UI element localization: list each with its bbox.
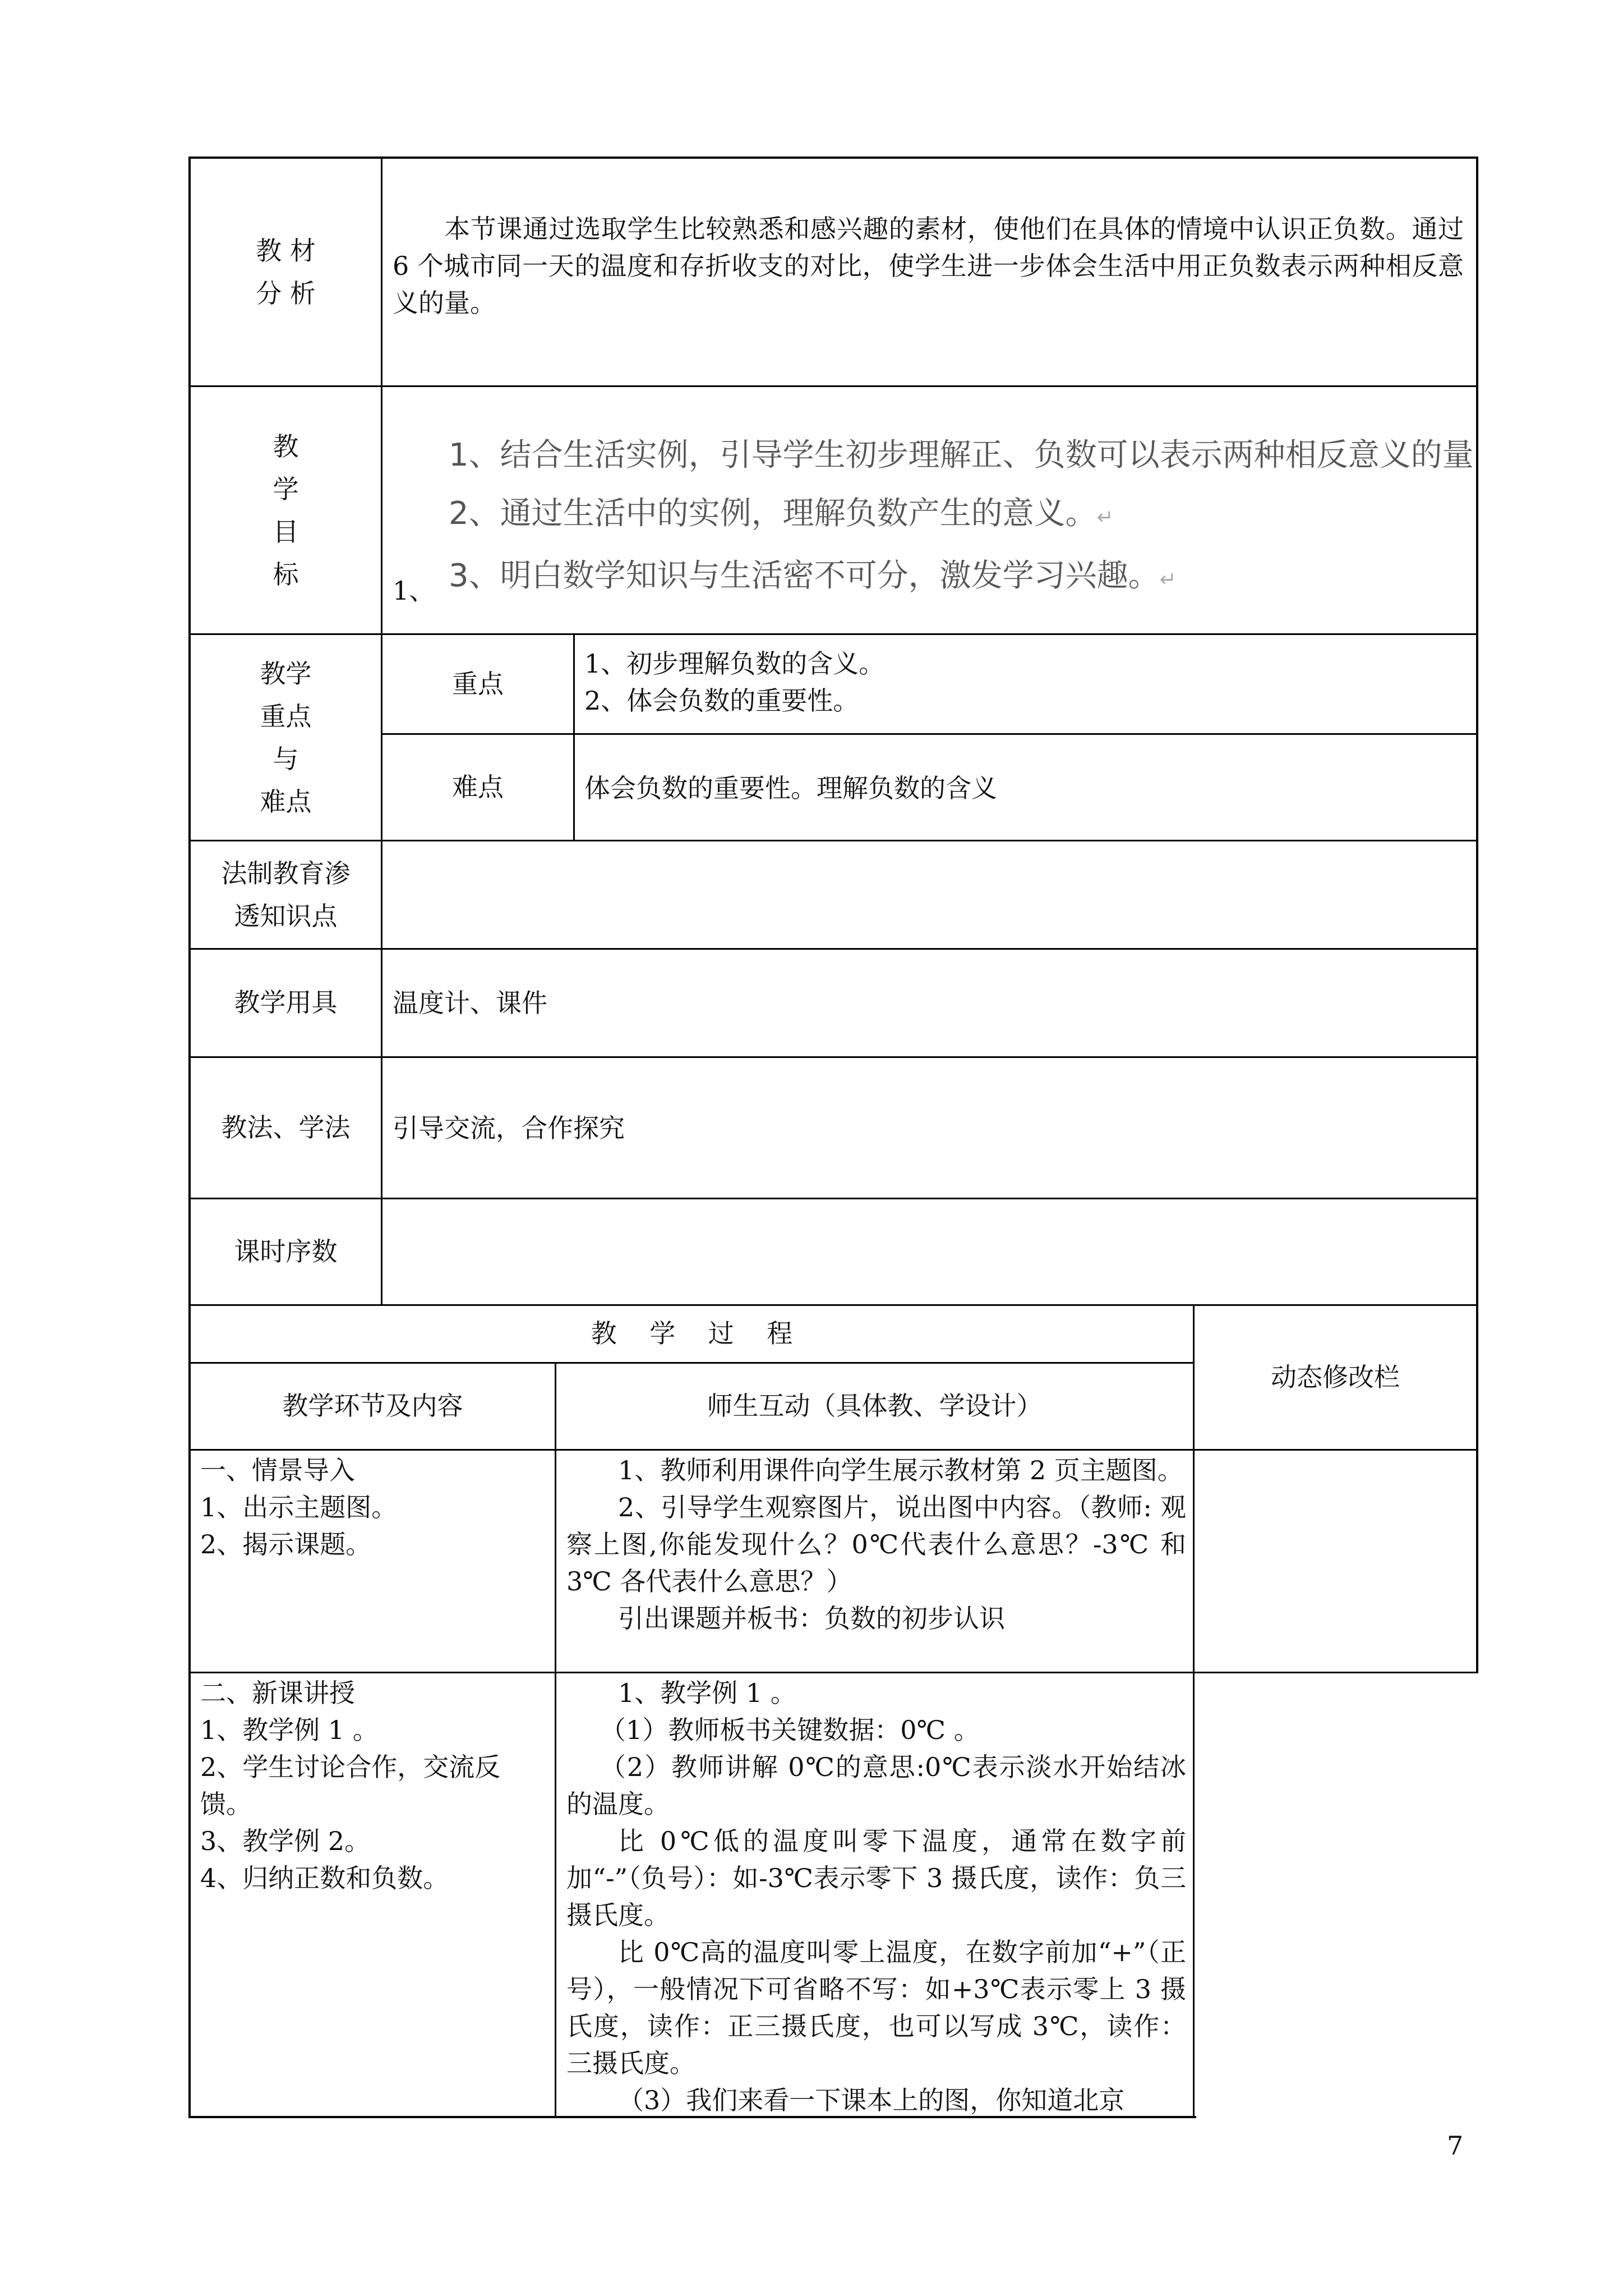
section1-outline: 一、情景导入 1、出示主题图。 2、揭示课题。 [200, 1455, 398, 1559]
process-title: 教 学 过 程 [591, 1318, 793, 1349]
row-line-2 [188, 633, 1478, 635]
label-teaching-tools: 教学用具 [234, 987, 338, 1018]
label-teaching-methods: 教法、学法 [221, 1112, 351, 1143]
teaching-methods-text: 引导交流，合作探究 [393, 1113, 625, 1143]
section2-step-5: 比 0℃高的温度叫零上温度，在数字前加“+”（正号），一般情况下可省略不写：如+3℃表示零上 3 摄氏度，读作：正三摄氏度，也可以写成 3℃，读作：三摄氏度。 [566, 1937, 1186, 2078]
return-mark-icon: ↵ [1096, 506, 1114, 529]
table-divider-vertical-keypoint [573, 633, 575, 841]
process-right-border-lower [1476, 1447, 1478, 1673]
section1-step-2: 2、引导学生观察图片，说出图中内容。（教师: 观察上图,你能发现什么？0℃代表什么意思？-3℃ 和 3℃ 各代表什么意思？） [566, 1492, 1186, 1596]
goal-item-1: 1、结合生活实例，引导学生初步理解正、负数可以表示两种相反意义的量 [449, 437, 1474, 473]
section1-step-3: 引出课题并板书：负数的初步认识 [618, 1603, 1005, 1634]
label-teaching-goals: 教 学 目 标 [273, 431, 299, 590]
label-lesson-number: 课时序数 [234, 1236, 338, 1267]
page-number: 7 [1447, 2131, 1464, 2161]
process-divider-columns [555, 1362, 556, 2118]
section2-step-3: （2）教师讲解 0℃的意思:0℃表示淡水开始结冰的温度。 [566, 1752, 1186, 1819]
section2-outline: 二、新课讲授 1、教学例 1 。 2、学生讨论合作，交流反馈。 3、教学例 2。 4、归纳正数和负数。 [200, 1678, 501, 1893]
interaction-column-header: 师生互动（具体教、学设计） [707, 1391, 1043, 1421]
section1-interaction [566, 1452, 1186, 1637]
section2-step-2: （1）教师板书关键数据：0℃ 。 [600, 1715, 980, 1745]
teaching-goals-list [449, 426, 1476, 617]
section2-step-6: （3）我们来看一下课本上的图，你知道北京 [618, 2085, 1125, 2115]
row-line-5 [188, 1056, 1478, 1058]
process-header-underline [188, 1449, 1478, 1451]
row-line-3 [188, 840, 1478, 841]
section-column-header: 教学环节及内容 [282, 1391, 463, 1421]
row-line-4 [188, 948, 1478, 950]
difficult-points-text: 体会负数的重要性。理解负数的含义 [584, 773, 997, 803]
material-analysis-text: 本节课通过选取学生比较熟悉和感兴趣的素材，使他们在具体的情境中认识正负数。通过 6 个城市同一天的温度和存折收支的对比，使学生进一步体会生活中用正负数表示两种相反意义的量。 [393, 214, 1464, 318]
row-line-6 [188, 1198, 1478, 1199]
goal-item-2: 2、通过生活中的实例，理解负数产生的意义。↵ [449, 495, 1114, 532]
label-key-difficult: 教学 重点 与 难点 [260, 658, 312, 817]
section2-step-4: 比 0℃低的温度叫零下温度，通常在数字前加“-”（负号）：如-3℃表示零下 3 摄氏度，读作：负三摄氏度。 [566, 1826, 1186, 1930]
goal-stray-number: 1、 [393, 576, 435, 606]
process-right-row-line [1193, 1672, 1478, 1673]
section2-step-1: 1、教学例 1 。 [618, 1678, 796, 1708]
return-mark-icon: ↵ [1159, 568, 1177, 591]
table-border-right [1476, 157, 1478, 1447]
row-line-1 [188, 385, 1478, 387]
label-difficult-point: 难点 [452, 771, 504, 802]
table-border-bottom [188, 2116, 1196, 2118]
dynamic-column-header: 动态修改栏 [1271, 1361, 1400, 1392]
label-key-point: 重点 [452, 668, 504, 699]
process-row-line [188, 1672, 1196, 1673]
section2-interaction [566, 1674, 1186, 2118]
teaching-tools-text: 温度计、课件 [393, 988, 547, 1018]
label-law-education: 法制教育渗 透知识点 [221, 858, 351, 931]
label-material-analysis: 教 材 分 析 [256, 236, 316, 309]
key-points-text: 1、初步理解负数的含义。 2、体会负数的重要性。 [584, 648, 885, 716]
goal-item-3: 3、明白数学知识与生活密不可分，激发学习兴趣。↵ [449, 558, 1177, 594]
section1-step-1: 1、教师利用课件向学生展示教材第 2 页主题图。 [618, 1455, 1183, 1485]
